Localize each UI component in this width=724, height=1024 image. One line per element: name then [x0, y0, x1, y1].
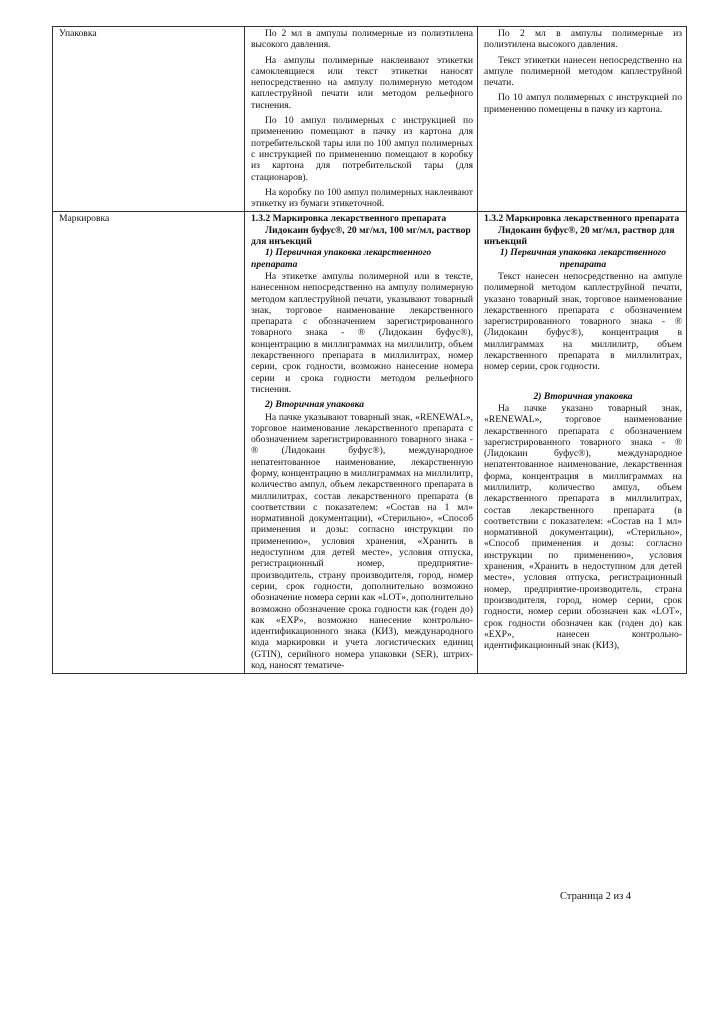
packaging-new-cell — [478, 27, 687, 212]
product-name: Лидокаин буфус®, 20 мг/мл, 100 мг/мл, раствор для инъекций — [251, 224, 471, 248]
paragraph: По 2 мл в ампулы полимерные из полиэтилена высокого давления. — [251, 28, 473, 51]
paragraph: По 2 мл в ампулы полимерные из полиэтилена высокого давления. — [484, 28, 682, 51]
spacer — [484, 377, 682, 391]
paragraph: По 10 ампул полимерных с инструкцией по применению помещают в пачку из картона для потребительской тары или по 100 ампул полимерных с инструкцией по применению помещают в коробку из картона для потребительской тары (для стационаров). — [251, 115, 473, 183]
primary-packaging-text: Текст нанесен непосредственно на ампуле полимерной методом каплеструйной печати, указано товарный знак, торговое наименование лекарственного препарата с обозначением зарегистрированного товарного знака - ® (Лидокаин буфус®), концентрация в миллиграммах на миллилитр, объем лекарственного препарата в миллилитрах, номер серии, срок годности. — [484, 270, 682, 373]
secondary-packaging-text: На пачке указывают товарный знак, «RENEWAL», торговое наименование лекарственного препарата с обозначением зарегистрированного товарного знака - ® (Лидокаин буфус®), международное непатентованное наименование, лекарственную форму, концентрацию в миллиграммах на миллилитр, количество ампул, объем лекарственного препарата в миллилитрах, состав лекарственного препарата (в соответствии с показателем: «Состав на 1 мл» нормативной документации), «Стерильно», «Способ применения и дозы: согласно инструкции по применению», условия хранения, «Хранить в недоступном для детей месте», условия отпуска, регистрационный номер, предприятие-производитель, страну производителя, город, номер серии, срок годности, дополнительно возможно обозначение номера серии как «LOT», дополнительно возможно обозначение срока годности как (годен до) как «EXP», возможно нанесение контрольно-идентификационного знака (КИЗ), международного кода маркировки и учета логистических единиц (GTIN), серийного номера упаковки (SER), штрих-код, наносят тематиче- — [251, 411, 473, 672]
section-heading: 1.3.2 Маркировка лекарственного препарата — [484, 213, 680, 225]
section-heading: 1.3.2 Маркировка лекарственного препарата — [251, 213, 447, 225]
packaging-current-cell — [245, 27, 478, 212]
paragraph: На ампулы полимерные наклеивают этикетки самоклеящиеся или текст этикетки наносят непосредственно на ампулу полимерную методом каплеструйной печати или методом рельефного тиснения. — [251, 54, 473, 111]
product-name: Лидокаин буфус®, 20 мг/мл, раствор для инъекций — [484, 224, 675, 248]
row-label-marking: Маркировка — [53, 212, 245, 674]
marking-current-cell — [245, 212, 478, 674]
marking-new-cell — [478, 212, 687, 674]
table-row-packaging — [53, 27, 687, 212]
table-row-marking — [53, 212, 687, 674]
primary-packaging-title: 1) Первичная упаковка лекарственного препарата — [499, 247, 667, 270]
secondary-packaging-title: 2) Вторичная упаковка — [265, 399, 365, 411]
secondary-packaging-text: На пачке указано товарный знак, «RENEWAL», торговое наименование лекарственного препарата с обозначением зарегистрированного товарного знака - ® (Лидокаин буфус®), международное непатентованное наименование, лекарственная форма, концентрация в миллиграммах на миллилитр, количество ампул, объем лекарственного препарата в миллилитрах, состав лекарственного препарата (в соответствии с показателем: «Состав на 1 мл» нормативной документации), «Стерильно», «Способ применения и дозы: согласно инструкции по применению», условия хранения, «Хранить в недоступном для детей месте», условия отпуска, регистрационный номер, предприятие-производитель, страна производителя, город, номер серии, срок годности, номер серии обозначен как «LOT», срок годности обозначен как (годен до) как «EXP», нанесен контрольно-идентификационный знак (КИЗ), — [484, 402, 682, 652]
row-label-packaging: Упаковка — [53, 27, 245, 212]
secondary-packaging-title: 2) Вторичная упаковка — [533, 390, 633, 402]
paragraph: На коробку по 100 ампул полимерных наклеивают этикетку из бумаги этикеточной. — [251, 186, 473, 210]
comparison-table — [52, 26, 687, 674]
paragraph: По 10 ампул полимерных с инструкцией по применению помещены в пачку из картона. — [484, 92, 682, 115]
paragraph: Текст этикетки нанесен непосредственно на ампуле полимерной методом каплеструйной печати. — [484, 54, 682, 89]
primary-packaging-title: 1) Первичная упаковка лекарственного препарата — [251, 247, 432, 270]
page-number: Страница 2 из 4 — [560, 891, 632, 902]
primary-packaging-text: На этикетке ампулы полимерной или в тексте, нанесенном непосредственно на ампулу полимерную методом каплеструйной печати, указывают товарный знак, торговое наименование лекарственного препарата с обозначением зарегистрированного товарного знака - ® (Лидокаин буфус®), концентрацию в миллиграммах на миллилитр, объем лекарственного препарата в миллилитрах, номер серии, срок годности, возможно нанесение номера серии и срока годности методом рельефного тиснения. — [251, 270, 473, 395]
